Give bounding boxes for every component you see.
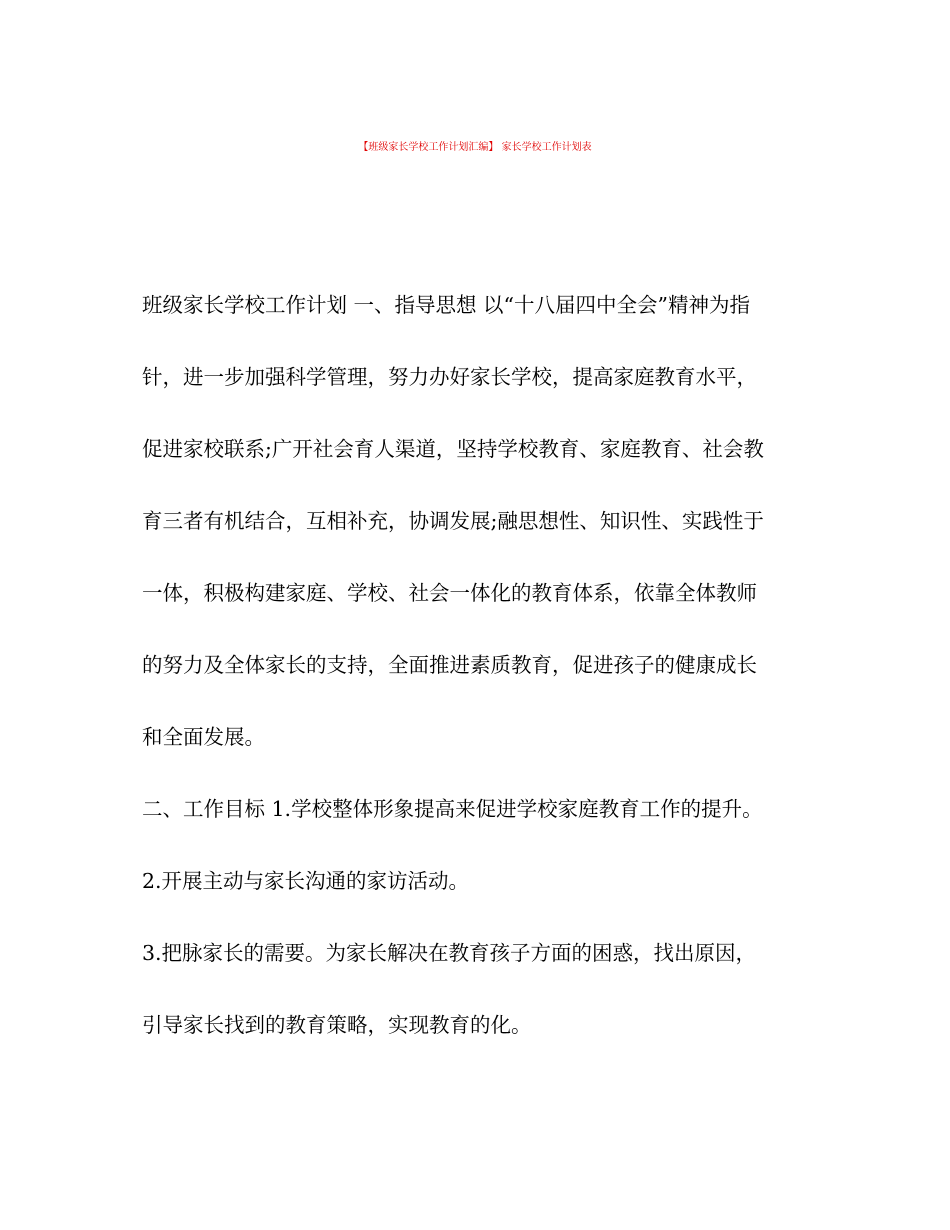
body-line-2: 针，进一步加强科学管理，努力办好家长学校，提高家庭教育水平， [142,365,757,389]
body-line-3: 促进家校联系;广开社会育人渠道，坚持学校教育、家庭教育、社会教 [142,437,764,461]
body-line-6: 的努力及全体家长的支持，全面推进素质教育，促进孩子的健康成长 [142,653,757,677]
body-line-4: 育三者有机结合，互相补充，协调发展;融思想性、知识性、实践性于 [142,509,764,533]
body-line-1: 班级家长学校工作计划 一、指导思想 以“十八届四中全会”精神为指 [142,293,750,317]
body-line-7: 和全面发展。 [142,725,265,749]
body-line-5: 一体，积极构建家庭、学校、社会一体化的教育体系，依靠全体教师 [142,581,757,605]
document-title: 【班级家长学校工作计划汇编】 家长学校工作计划表 [358,142,592,153]
body-line-10: 3.把脉家长的需要。为家长解决在教育孩子方面的困惑，找出原因， [142,941,757,965]
body-line-8: 二、工作目标 1.学校整体形象提高来促进学校家庭教育工作的提升。 [142,797,763,821]
body-line-11: 引导家长找到的教育策略，实现教育的化。 [142,1013,532,1037]
body-line-9: 2.开展主动与家长沟通的家访活动。 [142,869,470,893]
